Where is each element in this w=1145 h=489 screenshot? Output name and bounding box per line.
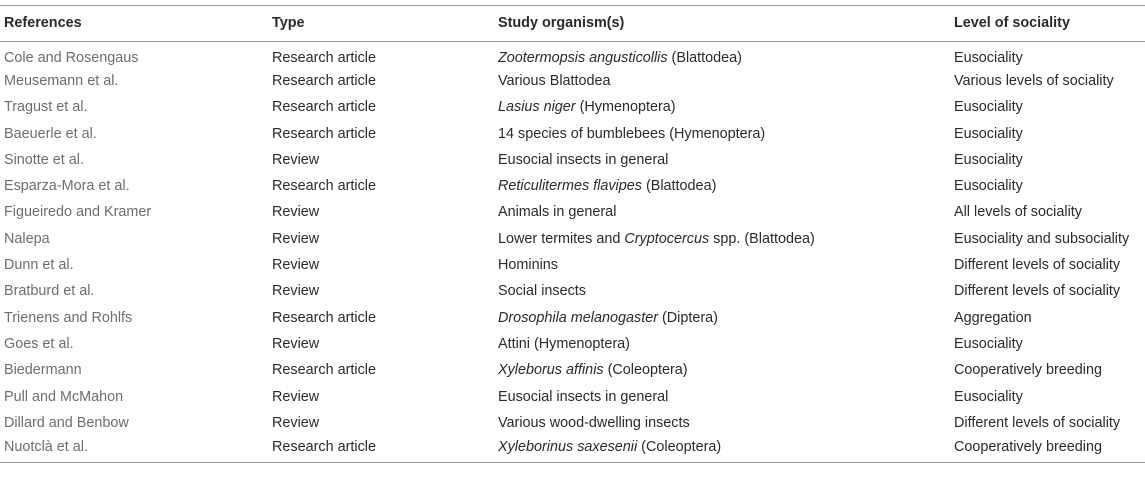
cell-level-of-sociality: Different levels of sociality: [954, 283, 1121, 300]
header-references: References: [0, 6, 272, 42]
table-row: [0, 357, 1145, 383]
cell-type: Research article: [272, 72, 376, 89]
cell-study-organism: [498, 252, 954, 278]
table-row: [0, 147, 1145, 173]
cell-study-organism: [498, 436, 954, 462]
organism-description-text: Animals in general: [498, 204, 617, 221]
table-row: [0, 94, 1145, 120]
organism-species-name: Xyleborinus saxesenii: [498, 438, 638, 455]
cell-study-organism: [498, 383, 954, 409]
cell-study-organism: [498, 199, 954, 225]
cell-level-of-sociality: Eusociality: [954, 49, 1023, 66]
table-row: [0, 68, 1145, 94]
cell-study-organism: [498, 357, 954, 383]
cell-reference: Goes et al.: [4, 335, 74, 352]
cell-level-of-sociality: Various levels of sociality: [954, 72, 1114, 89]
cell-level-of-sociality: Different levels of sociality: [954, 257, 1121, 274]
cell-level-of-sociality: Different levels of sociality: [954, 414, 1121, 431]
cell-level-of-sociality: Eusociality: [954, 335, 1023, 352]
organism-description-text: Eusocial insects in general: [498, 388, 669, 405]
cell-study-organism: [498, 120, 954, 146]
organism-description-text: Hominins: [498, 257, 558, 274]
cell-study-organism: [498, 331, 954, 357]
cell-type: Review: [272, 151, 320, 168]
organism-description-text: 14 species of bumblebees (Hymenoptera): [498, 125, 766, 142]
cell-reference: Dillard and Benbow: [4, 414, 129, 431]
organism-description-text: (Diptera): [657, 309, 718, 326]
cell-level-of-sociality: Cooperatively breeding: [954, 362, 1102, 379]
cell-reference: Trienens and Rohlfs: [4, 309, 133, 326]
cell-type: Review: [272, 283, 320, 300]
organism-description-text: spp. (Blattodea): [709, 230, 815, 247]
header-study-organism: Study organism(s): [498, 6, 954, 42]
table-row: [0, 331, 1145, 357]
table-row: [0, 42, 1145, 68]
cell-reference: Pull and McMahon: [4, 388, 124, 405]
cell-study-organism: [498, 278, 954, 304]
cell-level-of-sociality: Cooperatively breeding: [954, 436, 1145, 462]
table-row: [0, 436, 1145, 462]
cell-level-of-sociality: All levels of sociality: [954, 204, 1082, 221]
cell-level-of-sociality: Aggregation: [954, 309, 1032, 326]
organism-species-name: Reticulitermes flavipes: [498, 178, 642, 195]
cell-reference: Figueiredo and Kramer: [4, 204, 152, 221]
cell-level-of-sociality: Eusociality and subsociality: [954, 230, 1130, 247]
organism-species-name: Xyleborus affinis: [498, 362, 604, 379]
table-row: [0, 226, 1145, 252]
organism-description-text: (Blattodea): [667, 49, 742, 66]
cell-reference: Esparza-Mora et al.: [4, 178, 130, 195]
header-type: Type: [272, 6, 498, 42]
organism-description-text: (Blattodea): [641, 178, 717, 195]
cell-study-organism: [498, 173, 954, 199]
cell-type: Research article: [272, 49, 376, 66]
cell-study-organism: [498, 304, 954, 330]
organism-species-name: Drosophila melanogaster: [498, 309, 658, 326]
header-level-of-sociality: Level of sociality: [954, 6, 1145, 42]
table-row: [0, 278, 1145, 304]
cell-study-organism: [498, 147, 954, 173]
references-table: [0, 5, 1145, 463]
cell-reference: Nuotclà et al.: [0, 436, 272, 462]
cell-reference: Baeuerle et al.: [4, 125, 97, 142]
cell-level-of-sociality: Eusociality: [954, 178, 1023, 195]
cell-type: Review: [272, 230, 320, 247]
cell-reference: Sinotte et al.: [4, 151, 84, 168]
cell-type: Research article: [272, 125, 376, 142]
organism-description-text: (Hymenoptera): [575, 99, 676, 116]
organism-species-name: Cryptocercus: [624, 230, 710, 247]
table-row: [0, 173, 1145, 199]
cell-level-of-sociality: Eusociality: [954, 151, 1023, 168]
cell-study-organism: [498, 410, 954, 436]
organism-description-text: Various wood-dwelling insects: [498, 414, 690, 431]
cell-level-of-sociality: Eusociality: [954, 388, 1023, 405]
cell-study-organism: [498, 94, 954, 120]
table-row: [0, 252, 1145, 278]
cell-study-organism: [498, 68, 954, 94]
cell-reference: Meusemann et al.: [4, 72, 119, 89]
cell-reference: Bratburd et al.: [4, 283, 95, 300]
cell-type: Research article: [272, 178, 376, 195]
organism-description-text: Eusocial insects in general: [498, 151, 669, 168]
cell-type: Research article: [272, 362, 376, 379]
organism-description-text: Attini (Hymenoptera): [498, 335, 630, 352]
table-row: [0, 410, 1145, 436]
cell-reference: Dunn et al.: [4, 257, 74, 274]
table-row: [0, 120, 1145, 146]
cell-type: Review: [272, 414, 320, 431]
cell-type: Research article: [272, 309, 376, 326]
cell-study-organism: [498, 226, 954, 252]
table-row: [0, 383, 1145, 409]
cell-type: Review: [272, 204, 320, 221]
organism-description-text: (Coleoptera): [637, 438, 722, 455]
organism-description-text: (Coleoptera): [603, 362, 688, 379]
organism-description-text: Various Blattodea: [498, 72, 611, 89]
header-row: [0, 6, 1145, 42]
cell-reference: Biedermann: [4, 362, 82, 379]
cell-type: Research article: [272, 436, 498, 462]
organism-species-name: Zootermopsis angusticollis: [498, 49, 668, 66]
organism-prefix-text: Lower termites and: [498, 230, 625, 247]
cell-reference: Tragust et al.: [4, 99, 88, 116]
cell-reference: Cole and Rosengaus: [4, 49, 139, 66]
table-row: [0, 199, 1145, 225]
table-row: [0, 304, 1145, 330]
cell-level-of-sociality: Eusociality: [954, 99, 1023, 116]
cell-study-organism: [498, 42, 954, 68]
cell-type: Research article: [272, 99, 376, 116]
cell-type: Review: [272, 388, 320, 405]
cell-level-of-sociality: Eusociality: [954, 125, 1023, 142]
table-header: [0, 6, 1145, 42]
cell-reference: Nalepa: [4, 230, 50, 247]
table-body: [0, 42, 1145, 463]
organism-description-text: Social insects: [498, 283, 586, 300]
cell-type: Review: [272, 257, 320, 274]
cell-type: Review: [272, 335, 320, 352]
organism-species-name: Lasius niger: [498, 99, 576, 116]
